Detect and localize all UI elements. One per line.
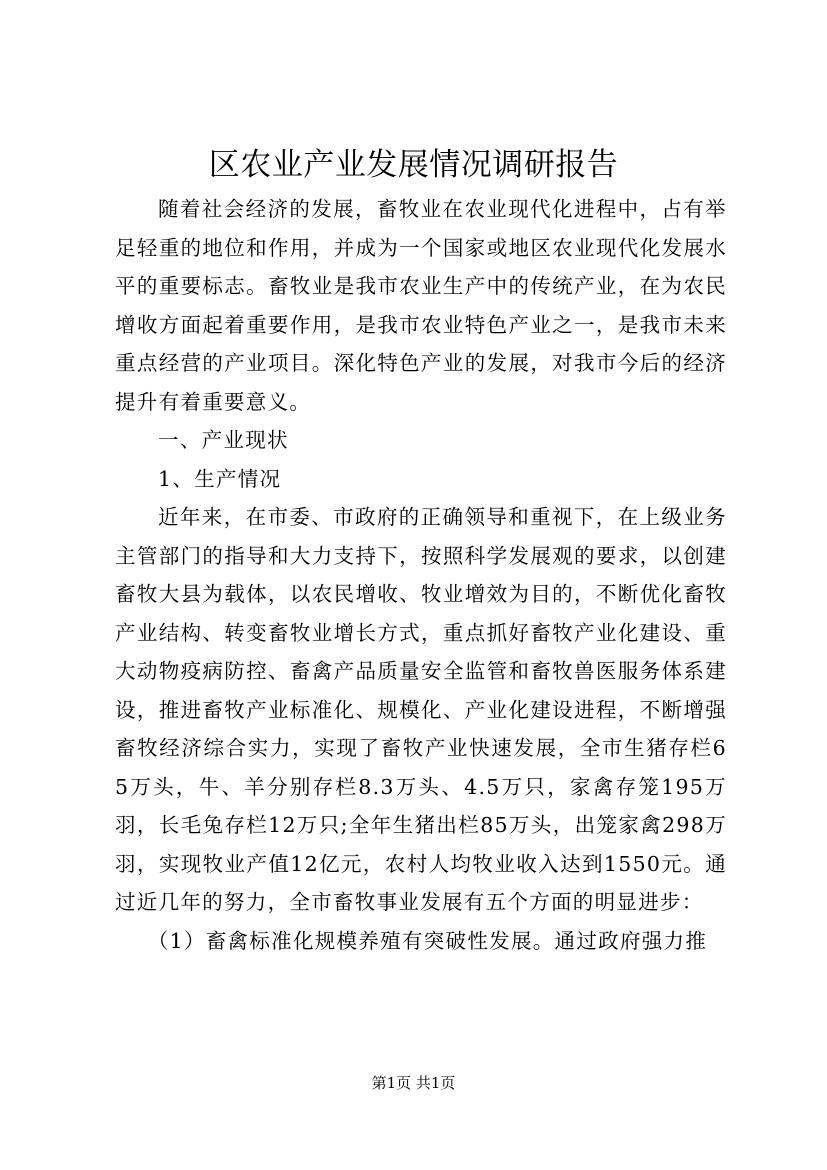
page-footer: 第1页 共1页 bbox=[371, 1074, 456, 1092]
paragraph-intro: 随着社会经济的发展，畜牧业在农业现代化进程中，占有举足轻重的地位和作用，并成为一个国家或地区农业现代化发展水平的重要标志。畜牧业是我市农业生产中的传统产业，在为农民增收方面起着重要作用，是我市农业特色产业之一，是我市未来重点经营的产业项目。深化特色产业的发展，对我市今后的经济提升有着重要意义。 bbox=[115, 197, 727, 414]
section-heading-current-status: 一、产业现状 bbox=[158, 428, 289, 452]
paragraph-production-details: 近年来，在市委、市政府的正确领导和重视下，在上级业务主管部门的指导和大力支持下，按照科学发展观的要求，以创建畜牧大县为载体，以农民增收、牧业增效为目的，不断优化畜牧产业结构、转变畜牧业增长方式，重点抓好畜牧产业化建设、重大动物疫病防控、畜禽产品质量安全监管和畜牧兽医服务体系建设，推进畜牧产业标准化、规模化、产业化建设进程，不断增强畜牧经济综合实力，实现了畜牧产业快速发展，全市生猪存栏65万头，牛、羊分别存栏8.3万头、4.5万只，家禽存笼195万羽，长毛兔存栏12万只;全年生猪出栏85万头，出笼家禽298万羽，实现牧业产值12亿元，农村人均牧业收入达到1550元。通过近几年的努力，全市畜牧事业发展有五个方面的明显进步： bbox=[115, 505, 727, 914]
document-title: 区农业产业发展情况调研报告 bbox=[208, 147, 619, 183]
document-body bbox=[115, 190, 727, 960]
paragraph-item-1: （1）畜禽标准化规模养殖有突破性发展。通过政府强力推 bbox=[147, 928, 708, 953]
subsection-heading-production: 1、生产情况 bbox=[158, 466, 282, 491]
